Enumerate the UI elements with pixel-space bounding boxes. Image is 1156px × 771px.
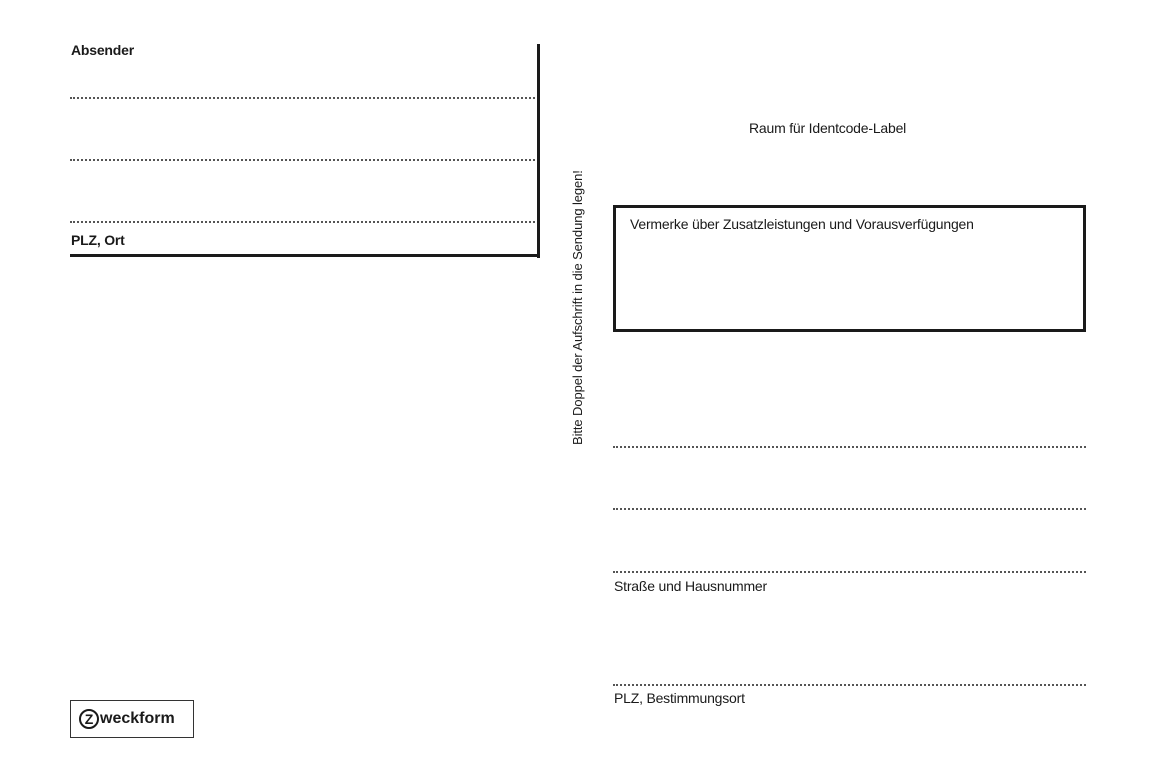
address-line-3 [613,571,1086,573]
sender-box-border-right [537,44,540,258]
logo-text: weckform [100,710,175,727]
sender-line-1 [70,97,535,99]
sender-label: Absender [71,42,134,58]
sender-line-2 [70,159,535,161]
sender-box-border-bottom [70,254,540,257]
vertical-note: Bitte Doppel der Aufschrift in die Sendung legen! [570,170,585,445]
address-line-1 [613,446,1086,448]
logo-initial: Z [79,709,99,729]
address-line-2 [613,508,1086,510]
zweckform-logo [70,700,194,738]
identcode-label-area: Raum für Identcode-Label [749,120,907,136]
sender-line-3 [70,221,535,223]
sender-plz-ort-label: PLZ, Ort [71,232,125,248]
street-label: Straße und Hausnummer [614,578,767,594]
notes-label: Vermerke über Zusatzleistungen und Vorausverfügungen [630,216,974,232]
destination-label: PLZ, Bestimmungsort [614,690,745,706]
address-line-4 [613,684,1086,686]
